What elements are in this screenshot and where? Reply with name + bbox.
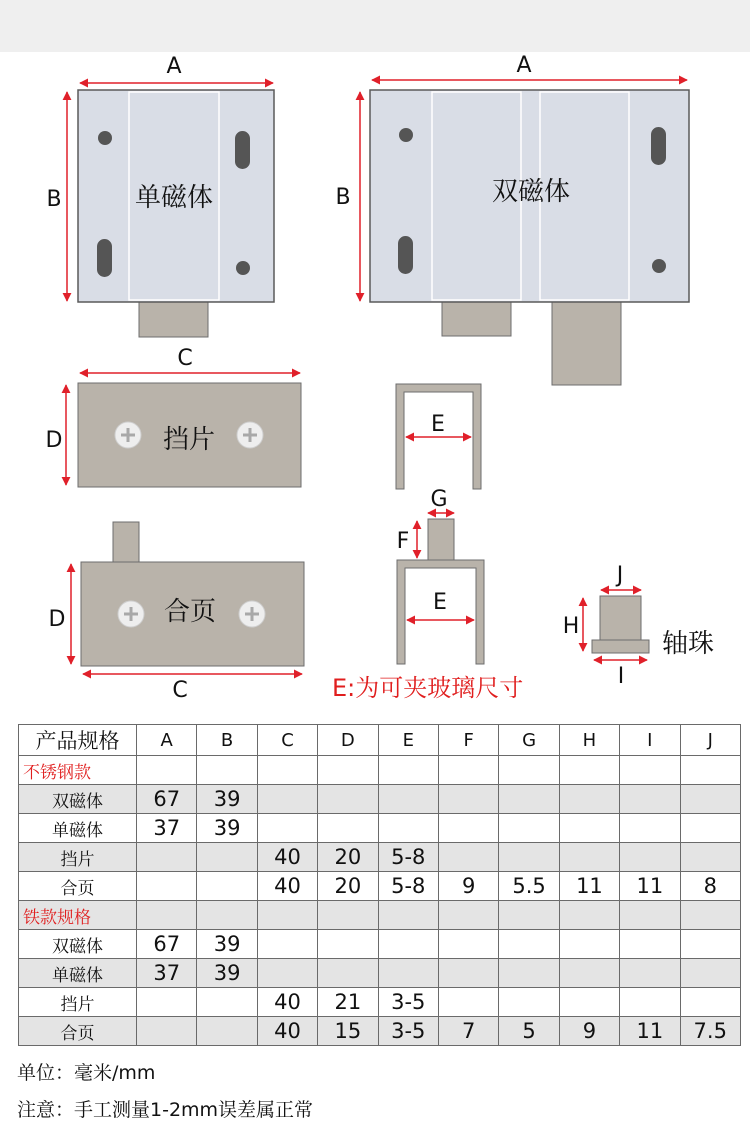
table-section-row (19, 756, 741, 785)
table-cell (137, 901, 197, 930)
table-cell: 20 (318, 872, 378, 901)
row-label: 合页 (19, 1017, 137, 1046)
table-cell: 7 (438, 1017, 498, 1046)
table-cell: 5-8 (378, 872, 438, 901)
section-label: 不锈钢款 (19, 756, 137, 785)
dim-label-j: J (616, 563, 624, 588)
plate-channel-drawing (396, 384, 481, 489)
table-cell (197, 756, 257, 785)
table-cell: 40 (257, 988, 317, 1017)
table-cell (680, 959, 740, 988)
table-header-cell: D (318, 725, 378, 756)
table-cell (680, 988, 740, 1017)
screw-icon (239, 601, 265, 627)
table-cell (378, 756, 438, 785)
hole-icon (652, 259, 666, 273)
table-cell: 40 (257, 872, 317, 901)
table-cell (559, 959, 619, 988)
table-cell (620, 756, 680, 785)
table-cell (318, 785, 378, 814)
table-cell (559, 988, 619, 1017)
table-cell (438, 785, 498, 814)
row-label: 挡片 (19, 988, 137, 1017)
dim-label-d: D (45, 428, 63, 453)
table-header-cell: I (620, 725, 680, 756)
table-header-cell: H (559, 725, 619, 756)
table-cell (318, 756, 378, 785)
table-cell: 21 (318, 988, 378, 1017)
table-cell (499, 959, 559, 988)
dim-label-e: E (433, 590, 447, 615)
plate-label: 挡片 (162, 425, 216, 455)
table-cell: 39 (197, 814, 257, 843)
table-cell (499, 785, 559, 814)
dim-label-c: C (177, 346, 193, 371)
table-cell (499, 988, 559, 1017)
dim-label-i: I (617, 664, 625, 689)
table-cell (257, 814, 317, 843)
single-magnet-drawing (46, 54, 274, 337)
table-cell (499, 756, 559, 785)
bead-label: 轴珠 (661, 629, 715, 659)
table-row (19, 988, 741, 1017)
table-cell (197, 872, 257, 901)
hinge-pin (113, 522, 139, 562)
table-cell: 9 (559, 1017, 619, 1046)
table-cell (680, 930, 740, 959)
table-cell (620, 988, 680, 1017)
table-row (19, 785, 741, 814)
table-section-row (19, 901, 741, 930)
table-cell (137, 1017, 197, 1046)
table-row (19, 814, 741, 843)
table-cell: 5-8 (378, 843, 438, 872)
hinge-label: 合页 (163, 597, 217, 627)
dim-label-a: A (166, 54, 182, 79)
table-header-cell: F (438, 725, 498, 756)
double-magnet-stem-right (552, 302, 621, 385)
table-cell (438, 901, 498, 930)
table-cell (197, 1017, 257, 1046)
table-cell (257, 930, 317, 959)
channel-pin (428, 519, 454, 560)
bead-top (600, 596, 641, 641)
table-cell (197, 843, 257, 872)
table-cell: 15 (318, 1017, 378, 1046)
table-cell (378, 930, 438, 959)
top-bar (0, 0, 750, 52)
table-cell: 67 (137, 930, 197, 959)
table-cell (318, 901, 378, 930)
table-cell: 11 (620, 1017, 680, 1046)
table-cell: 39 (197, 959, 257, 988)
double-magnet-stem-left (442, 302, 511, 336)
slot-icon (97, 239, 112, 277)
table-cell (438, 988, 498, 1017)
table-cell (137, 872, 197, 901)
table-cell: 67 (137, 785, 197, 814)
table-cell: 37 (137, 959, 197, 988)
slot-icon (398, 236, 413, 274)
table-cell (620, 785, 680, 814)
table-cell (257, 785, 317, 814)
row-label: 单磁体 (19, 814, 137, 843)
table-cell (378, 785, 438, 814)
dim-label-b: B (46, 187, 62, 212)
table-cell (137, 756, 197, 785)
table-cell (620, 814, 680, 843)
dim-label-g: G (430, 487, 448, 512)
table-cell (499, 901, 559, 930)
table-cell: 3-5 (378, 988, 438, 1017)
screw-icon (237, 422, 263, 448)
dim-label-c: C (172, 678, 188, 703)
hole-icon (98, 131, 112, 145)
single-magnet-stem (139, 302, 208, 337)
table-cell: 11 (559, 872, 619, 901)
screw-icon (115, 422, 141, 448)
table-cell (680, 901, 740, 930)
unit-note: 单位：毫米/mm (17, 1062, 156, 1084)
table-cell (137, 988, 197, 1017)
table-header-cell: A (137, 725, 197, 756)
table-cell (137, 843, 197, 872)
screw-icon (118, 601, 144, 627)
table-cell (499, 930, 559, 959)
table-cell (680, 756, 740, 785)
dimension-diagram (0, 52, 750, 720)
hole-icon (399, 128, 413, 142)
table-cell (499, 814, 559, 843)
table-cell (438, 843, 498, 872)
row-label: 双磁体 (19, 930, 137, 959)
row-label: 挡片 (19, 843, 137, 872)
table-cell (378, 814, 438, 843)
table-header-cell: C (257, 725, 317, 756)
bead-base (592, 640, 649, 653)
table-cell: 8 (680, 872, 740, 901)
table-row (19, 1017, 741, 1046)
table-cell (680, 814, 740, 843)
table-cell: 3-5 (378, 1017, 438, 1046)
dim-label-a: A (516, 53, 532, 78)
table-cell: 11 (620, 872, 680, 901)
table-row (19, 930, 741, 959)
table-cell (257, 756, 317, 785)
table-header-cell: B (197, 725, 257, 756)
table-row (19, 872, 741, 901)
row-label: 双磁体 (19, 785, 137, 814)
table-cell (559, 930, 619, 959)
table-cell: 9 (438, 872, 498, 901)
table-cell: 5 (499, 1017, 559, 1046)
spec-table-body (19, 756, 741, 1046)
table-header-cell: E (378, 725, 438, 756)
table-header-row (19, 725, 741, 756)
table-cell (378, 959, 438, 988)
table-cell (499, 843, 559, 872)
table-cell (197, 901, 257, 930)
table-cell: 40 (257, 1017, 317, 1046)
table-cell (438, 814, 498, 843)
dim-label-f: F (396, 529, 410, 554)
section-label: 铁款规格 (19, 901, 137, 930)
table-cell (559, 901, 619, 930)
table-cell: 5.5 (499, 872, 559, 901)
table-cell (318, 930, 378, 959)
table-cell (378, 901, 438, 930)
dim-label-d: D (48, 607, 66, 632)
table-cell (438, 756, 498, 785)
table-cell: 20 (318, 843, 378, 872)
table-cell (680, 843, 740, 872)
table-cell (438, 930, 498, 959)
table-cell (257, 901, 317, 930)
table-row (19, 843, 741, 872)
tolerance-note: 注意：手工测量1-2mm误差属正常 (17, 1099, 314, 1121)
table-cell (318, 959, 378, 988)
double-magnet-label: 双磁体 (491, 177, 571, 207)
table-cell (559, 814, 619, 843)
table-cell (318, 814, 378, 843)
single-magnet-label: 单磁体 (134, 183, 214, 213)
table-header-cell: J (680, 725, 740, 756)
dim-label-h: H (562, 614, 580, 639)
glass-size-note: E:为可夹玻璃尺寸 (332, 674, 524, 702)
hinge-drawing (49, 522, 304, 703)
table-cell (620, 930, 680, 959)
row-label: 合页 (19, 872, 137, 901)
table-cell: 39 (197, 785, 257, 814)
slot-icon (651, 127, 666, 165)
plate-drawing (46, 346, 301, 487)
row-label: 单磁体 (19, 959, 137, 988)
table-cell: 40 (257, 843, 317, 872)
hole-icon (236, 261, 250, 275)
table-header-cell: 产品规格 (19, 725, 137, 756)
table-cell (680, 785, 740, 814)
bead-drawing (563, 563, 714, 689)
table-cell (559, 843, 619, 872)
dim-label-e: E (431, 412, 445, 437)
table-header-cell: G (499, 725, 559, 756)
table-cell (620, 843, 680, 872)
table-cell: 39 (197, 930, 257, 959)
table-cell: 37 (137, 814, 197, 843)
table-cell (559, 756, 619, 785)
table-cell (257, 959, 317, 988)
table-cell (620, 901, 680, 930)
table-cell (438, 959, 498, 988)
table-cell (559, 785, 619, 814)
table-row (19, 959, 741, 988)
table-cell: 7.5 (680, 1017, 740, 1046)
double-magnet-drawing (335, 53, 689, 385)
spec-table (18, 724, 741, 1046)
slot-icon (235, 131, 250, 169)
table-cell (197, 988, 257, 1017)
table-cell (620, 959, 680, 988)
hinge-channel-drawing (397, 487, 484, 664)
dim-label-b: B (335, 185, 351, 210)
